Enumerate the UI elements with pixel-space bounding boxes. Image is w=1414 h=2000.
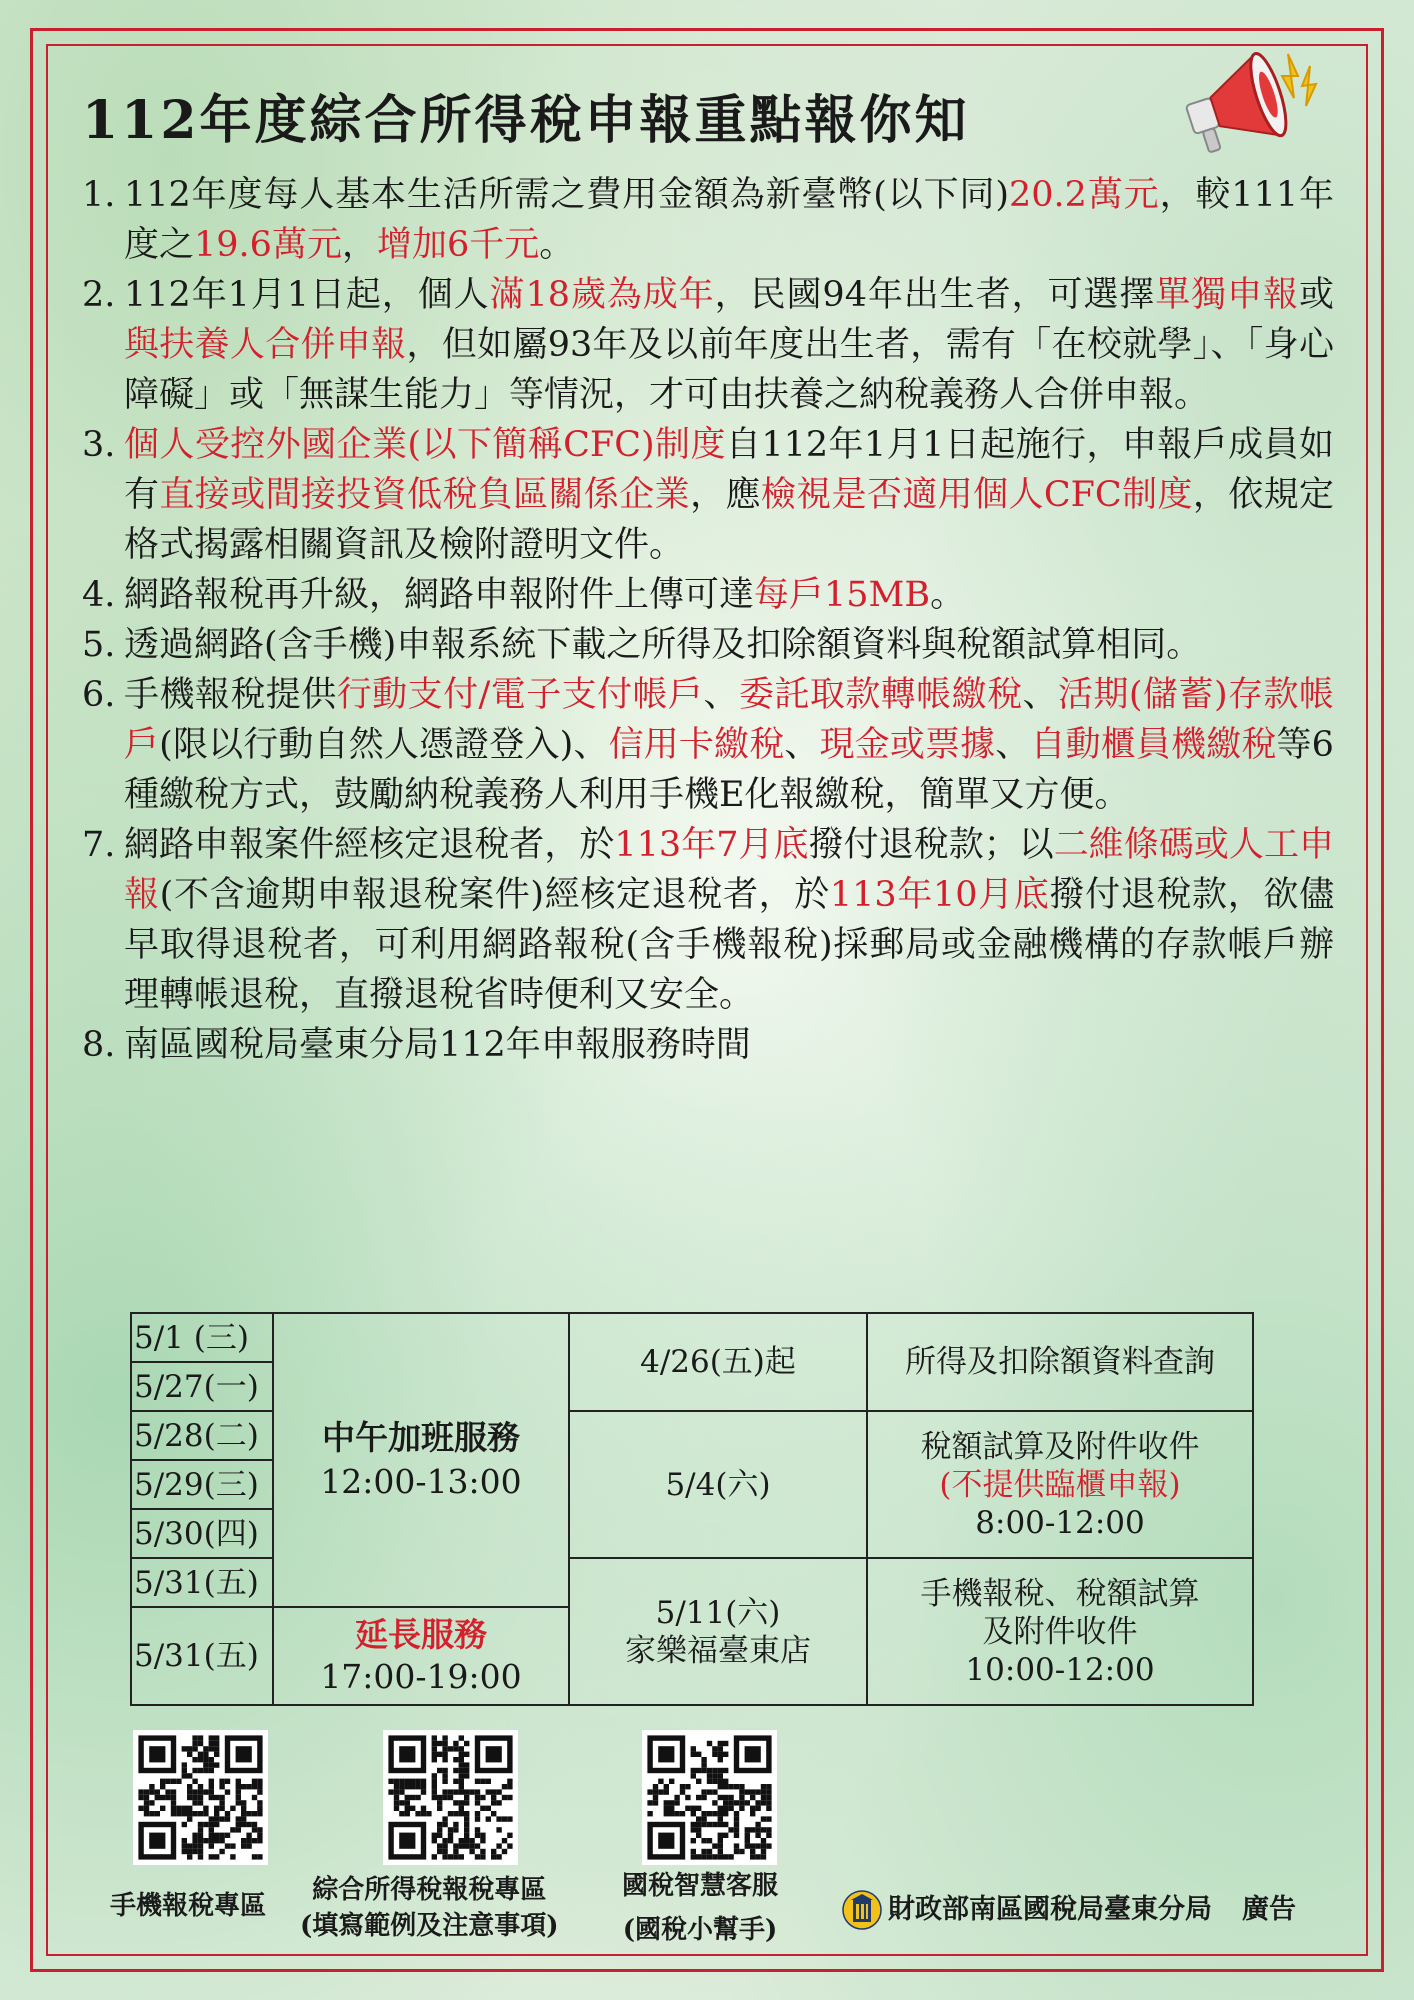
highlight-text: 檢視是否適用個人CFC制度 xyxy=(760,475,1193,515)
schedule-date-cell: 5/28(二) xyxy=(131,1411,273,1460)
notice-text xyxy=(124,570,1334,620)
schedule-date-cell: 5/27(一) xyxy=(131,1362,273,1411)
highlight-text: 與扶養人合併申報 xyxy=(124,325,407,365)
qr-label-mobile-tax xyxy=(110,1888,266,1924)
body-text: ，但如屬93年及以前年度出生者，需有「在校就學」、「身心障礙」或「無謀生能力」等情況，才可由扶養之納稅義務人合併申報。 xyxy=(124,325,1334,415)
notice-item xyxy=(82,670,1334,820)
schedule-date-line: 5/11(六) xyxy=(655,1594,781,1631)
body-text: 撥付退稅款；以 xyxy=(808,825,1054,865)
notice-item xyxy=(82,420,1334,570)
megaphone-icon xyxy=(1170,46,1320,156)
extended-service-label: 延長服務 xyxy=(355,1615,487,1654)
notice-item xyxy=(82,270,1334,420)
schedule-date-cell: 4/26(五)起 xyxy=(569,1313,867,1411)
notice-number: 6. xyxy=(82,675,116,715)
footer-org xyxy=(888,1890,1296,1930)
body-text: ，依規定格式揭露相關資訊及檢附證明文件。 xyxy=(124,475,1334,565)
notice-number: 1. xyxy=(82,175,116,215)
body-text: 透過網路(含手機)申報系統下載之所得及扣除額資料與稅額試算相同。 xyxy=(124,625,1202,665)
highlight-text: 單獨申報 xyxy=(1155,275,1299,315)
body-text: 手機報稅提供 xyxy=(124,675,337,715)
schedule-date-cell: 5/1 (三) xyxy=(131,1313,273,1362)
notice-item xyxy=(82,570,1334,620)
schedule-place-line: 家樂福臺東店 xyxy=(625,1632,811,1669)
body-text: ， xyxy=(341,225,377,265)
notice-text xyxy=(124,670,1334,820)
schedule-date-cell: 5/31(五) xyxy=(131,1558,273,1607)
extended-service-time: 17:00-19:00 xyxy=(320,1657,522,1696)
schedule-desc-time: 8:00-12:00 xyxy=(975,1504,1145,1541)
body-text: (限以行動自然人憑證登入)、 xyxy=(159,725,609,765)
qr-code-icon[interactable] xyxy=(642,1730,777,1865)
qr-code-icon[interactable] xyxy=(133,1730,268,1865)
highlight-text: 滿18歲為成年 xyxy=(489,275,715,315)
body-text: 112年度每人基本生活所需之費用金額為新臺幣(以下同) xyxy=(124,175,1010,215)
body-text: 112年1月1日起，個人 xyxy=(124,275,490,315)
schedule-desc-time: 10:00-12:00 xyxy=(965,1651,1155,1688)
footer-ad-label: 廣告 xyxy=(1242,1894,1296,1925)
noon-service-label: 中午加班服務 xyxy=(322,1418,520,1457)
schedule-desc-cell: 所得及扣除額資料查詢 xyxy=(867,1313,1253,1411)
highlight-text: 活期(儲蓄)存款帳戶 xyxy=(124,675,1334,765)
highlight-text: 直接或間接投資低稅負區關係企業 xyxy=(159,475,691,515)
qr-label-line: (國稅小幫手) xyxy=(622,1915,778,1945)
qr-label-income-tax-zone xyxy=(300,1872,559,1944)
notice-item xyxy=(82,620,1334,670)
body-text: 等6種繳稅方式，鼓勵納稅義務人利用手機E化報繳稅，簡單又方便。 xyxy=(124,725,1334,815)
highlight-text: 19.6萬元 xyxy=(194,225,342,265)
highlight-text: 信用卡繳稅 xyxy=(608,725,785,765)
qr-label-line: 國稅智慧客服 xyxy=(622,1871,779,1901)
body-text: 或 xyxy=(1298,275,1334,315)
highlight-text: 二維條碼或人工申報 xyxy=(124,825,1334,915)
notice-number: 2. xyxy=(82,275,116,315)
body-text: 。 xyxy=(930,575,966,615)
highlight-text: 每戶15MB xyxy=(754,575,931,615)
body-text: ，民國94年出生者，可選擇 xyxy=(714,275,1156,315)
page-title: 112年度綜合所得稅申報重點報你知 xyxy=(82,90,970,151)
noon-service-cell xyxy=(273,1313,569,1607)
body-text: 南區國稅局臺東分局112年申報服務時間 xyxy=(124,1025,751,1065)
schedule-desc-cell xyxy=(867,1411,1253,1558)
highlight-text: 增加6千元 xyxy=(376,225,540,265)
notice-number: 5. xyxy=(82,625,116,665)
tax-bureau-logo-icon xyxy=(842,1890,882,1930)
highlight-text: 113年10月底 xyxy=(829,875,1050,915)
body-text: 網路申報案件經核定退稅者，於 xyxy=(124,825,615,865)
notice-item xyxy=(82,1020,1334,1070)
notice-text xyxy=(124,1020,1334,1070)
body-text: ，較111年度之 xyxy=(124,175,1334,265)
highlight-text: 20.2萬元 xyxy=(1009,175,1160,215)
notice-item xyxy=(82,820,1334,1020)
body-text: 撥付退稅款，欲儘早取得退稅者，可利用網路報稅(含手機報稅)採郵局或金融機構的存款帳戶辦理轉帳退稅，直撥退稅省時便利又安全。 xyxy=(124,875,1334,1015)
qr-label-line: 手機報稅專區 xyxy=(110,1891,267,1921)
body-text: ，應 xyxy=(690,475,761,515)
footer-org-name: 財政部南區國稅局臺東分局 xyxy=(888,1894,1212,1925)
notice-number: 7. xyxy=(82,825,116,865)
highlight-text: 行動支付/電子支付帳戶 xyxy=(336,675,704,715)
notice-text xyxy=(124,270,1334,420)
body-text: 。 xyxy=(539,225,575,265)
body-text: 、 xyxy=(1022,675,1059,715)
body-text: 、 xyxy=(784,725,820,765)
notice-text xyxy=(124,620,1334,670)
schedule-desc-line: 稅額試算及附件收件 xyxy=(920,1428,1200,1465)
qr-label-line: 綜合所得稅報稅專區 xyxy=(312,1875,547,1905)
highlight-text: 自動櫃員機繳稅 xyxy=(1030,725,1277,765)
notice-list xyxy=(82,170,1334,1070)
notice-text xyxy=(124,820,1334,1020)
notice-text xyxy=(124,420,1334,570)
highlight-text: 個人受控外國企業(以下簡稱CFC)制度 xyxy=(124,425,726,465)
notice-item xyxy=(82,170,1334,270)
qr-label-line: (填寫範例及注意事項) xyxy=(300,1911,559,1941)
body-text: 、 xyxy=(995,725,1031,765)
qr-code-icon[interactable] xyxy=(383,1730,518,1865)
body-text: 網路報稅再升級，網路申報附件上傳可達 xyxy=(124,575,755,615)
schedule-desc-line: 及附件收件 xyxy=(982,1613,1138,1650)
schedule-date-cell: 5/29(三) xyxy=(131,1460,273,1509)
body-text: 、 xyxy=(703,675,739,715)
notice-number: 3. xyxy=(82,425,116,465)
schedule-desc-line: 手機報稅、稅額試算 xyxy=(920,1575,1200,1612)
schedule-date-cell: 5/4(六) xyxy=(569,1411,867,1558)
notice-number: 4. xyxy=(82,575,116,615)
schedule-desc-note: (不提供臨櫃申報) xyxy=(939,1466,1181,1503)
extended-service-cell xyxy=(273,1607,569,1705)
notice-number: 8. xyxy=(82,1025,116,1065)
schedule-date-cell: 5/31(五) xyxy=(131,1607,273,1705)
highlight-text: 委託取款轉帳繳稅 xyxy=(738,675,1023,715)
noon-service-time: 12:00-13:00 xyxy=(320,1462,522,1501)
schedule-date-cell xyxy=(569,1558,867,1705)
schedule-date-cell: 5/30(四) xyxy=(131,1509,273,1558)
body-text: (不含逾期申報退稅案件)經核定退稅者，於 xyxy=(159,875,830,915)
highlight-text: 113年7月底 xyxy=(614,825,809,865)
body-text: 自112年1月1日起施行，申報戶成員如有 xyxy=(124,425,1334,515)
service-schedule-table xyxy=(130,1312,1254,1706)
qr-label-smart-service xyxy=(622,1864,778,1952)
highlight-text: 現金或票據 xyxy=(819,725,996,765)
notice-text xyxy=(124,170,1334,270)
schedule-desc-cell xyxy=(867,1558,1253,1705)
